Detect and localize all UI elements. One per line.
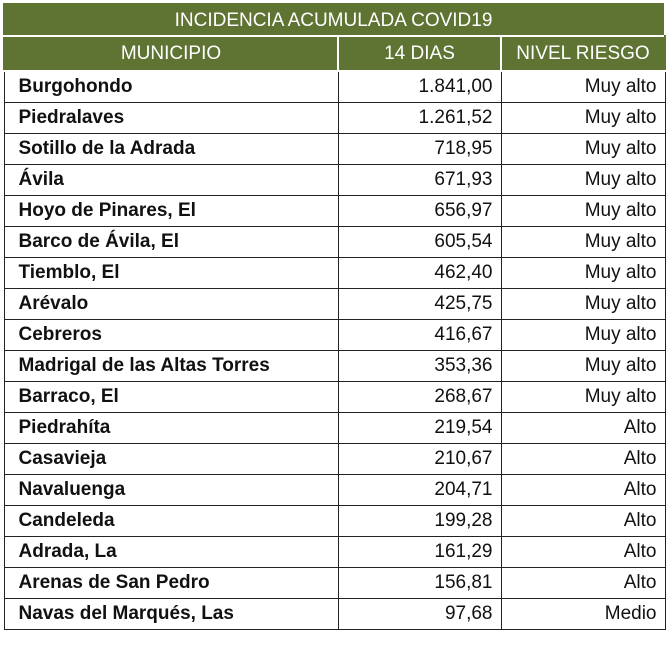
table-row — [4, 599, 665, 630]
risk-level-cell: Muy alto — [501, 320, 665, 351]
municipio-cell: Casavieja — [4, 444, 338, 475]
municipio-cell: Tiemblo, El — [4, 258, 338, 289]
risk-level-cell: Muy alto — [501, 227, 665, 258]
table-row — [4, 413, 665, 444]
risk-level-cell: Medio — [501, 599, 665, 630]
incidence-cell: 671,93 — [338, 165, 501, 196]
incidence-cell: 97,68 — [338, 599, 501, 630]
table-row — [4, 103, 665, 134]
table-row — [4, 537, 665, 568]
municipio-cell: Barco de Ávila, El — [4, 227, 338, 258]
municipio-cell: Piedralaves — [4, 103, 338, 134]
header-row — [4, 36, 665, 71]
municipio-cell: Arenas de San Pedro — [4, 568, 338, 599]
incidence-cell: 425,75 — [338, 289, 501, 320]
incidence-cell: 416,67 — [338, 320, 501, 351]
table-body — [4, 71, 665, 630]
risk-level-cell: Muy alto — [501, 382, 665, 413]
risk-level-cell: Muy alto — [501, 71, 665, 103]
covid-incidence-table — [3, 3, 664, 630]
incidence-cell: 353,36 — [338, 351, 501, 382]
municipio-cell: Navaluenga — [4, 475, 338, 506]
incidence-cell: 718,95 — [338, 134, 501, 165]
risk-level-cell: Muy alto — [501, 103, 665, 134]
risk-level-cell: Muy alto — [501, 196, 665, 227]
municipio-cell: Hoyo de Pinares, El — [4, 196, 338, 227]
table-row — [4, 351, 665, 382]
table-row — [4, 289, 665, 320]
table-row — [4, 134, 665, 165]
risk-level-cell: Muy alto — [501, 134, 665, 165]
table-row — [4, 475, 665, 506]
municipio-cell: Navas del Marqués, Las — [4, 599, 338, 630]
table-row — [4, 227, 665, 258]
table-row — [4, 196, 665, 227]
risk-level-cell: Alto — [501, 475, 665, 506]
risk-level-cell: Alto — [501, 537, 665, 568]
incidence-cell: 199,28 — [338, 506, 501, 537]
table-row — [4, 568, 665, 599]
data-table — [3, 35, 666, 630]
risk-level-cell: Alto — [501, 506, 665, 537]
table-row — [4, 165, 665, 196]
incidence-cell: 210,67 — [338, 444, 501, 475]
table-title: INCIDENCIA ACUMULADA COVID19 — [3, 3, 664, 35]
municipio-cell: Candeleda — [4, 506, 338, 537]
municipio-cell: Arévalo — [4, 289, 338, 320]
incidence-cell: 161,29 — [338, 537, 501, 568]
municipio-cell: Sotillo de la Adrada — [4, 134, 338, 165]
risk-level-cell: Muy alto — [501, 289, 665, 320]
risk-level-cell: Muy alto — [501, 165, 665, 196]
header-municipio: MUNICIPIO — [4, 36, 338, 71]
incidence-cell: 656,97 — [338, 196, 501, 227]
municipio-cell: Ávila — [4, 165, 338, 196]
incidence-cell: 1.261,52 — [338, 103, 501, 134]
incidence-cell: 462,40 — [338, 258, 501, 289]
municipio-cell: Piedrahíta — [4, 413, 338, 444]
municipio-cell: Burgohondo — [4, 71, 338, 103]
table-row — [4, 320, 665, 351]
table-row — [4, 506, 665, 537]
table-row — [4, 382, 665, 413]
table-row — [4, 444, 665, 475]
municipio-cell: Cebreros — [4, 320, 338, 351]
table-row — [4, 258, 665, 289]
municipio-cell: Madrigal de las Altas Torres — [4, 351, 338, 382]
incidence-cell: 219,54 — [338, 413, 501, 444]
risk-level-cell: Alto — [501, 568, 665, 599]
header-nivel-riesgo: NIVEL RIESGO — [501, 36, 665, 71]
municipio-cell: Barraco, El — [4, 382, 338, 413]
incidence-cell: 156,81 — [338, 568, 501, 599]
risk-level-cell: Alto — [501, 413, 665, 444]
incidence-cell: 605,54 — [338, 227, 501, 258]
table-row — [4, 71, 665, 103]
header-14-dias: 14 DIAS — [338, 36, 501, 71]
risk-level-cell: Muy alto — [501, 258, 665, 289]
incidence-cell: 204,71 — [338, 475, 501, 506]
risk-level-cell: Alto — [501, 444, 665, 475]
municipio-cell: Adrada, La — [4, 537, 338, 568]
risk-level-cell: Muy alto — [501, 351, 665, 382]
incidence-cell: 268,67 — [338, 382, 501, 413]
incidence-cell: 1.841,00 — [338, 71, 501, 103]
